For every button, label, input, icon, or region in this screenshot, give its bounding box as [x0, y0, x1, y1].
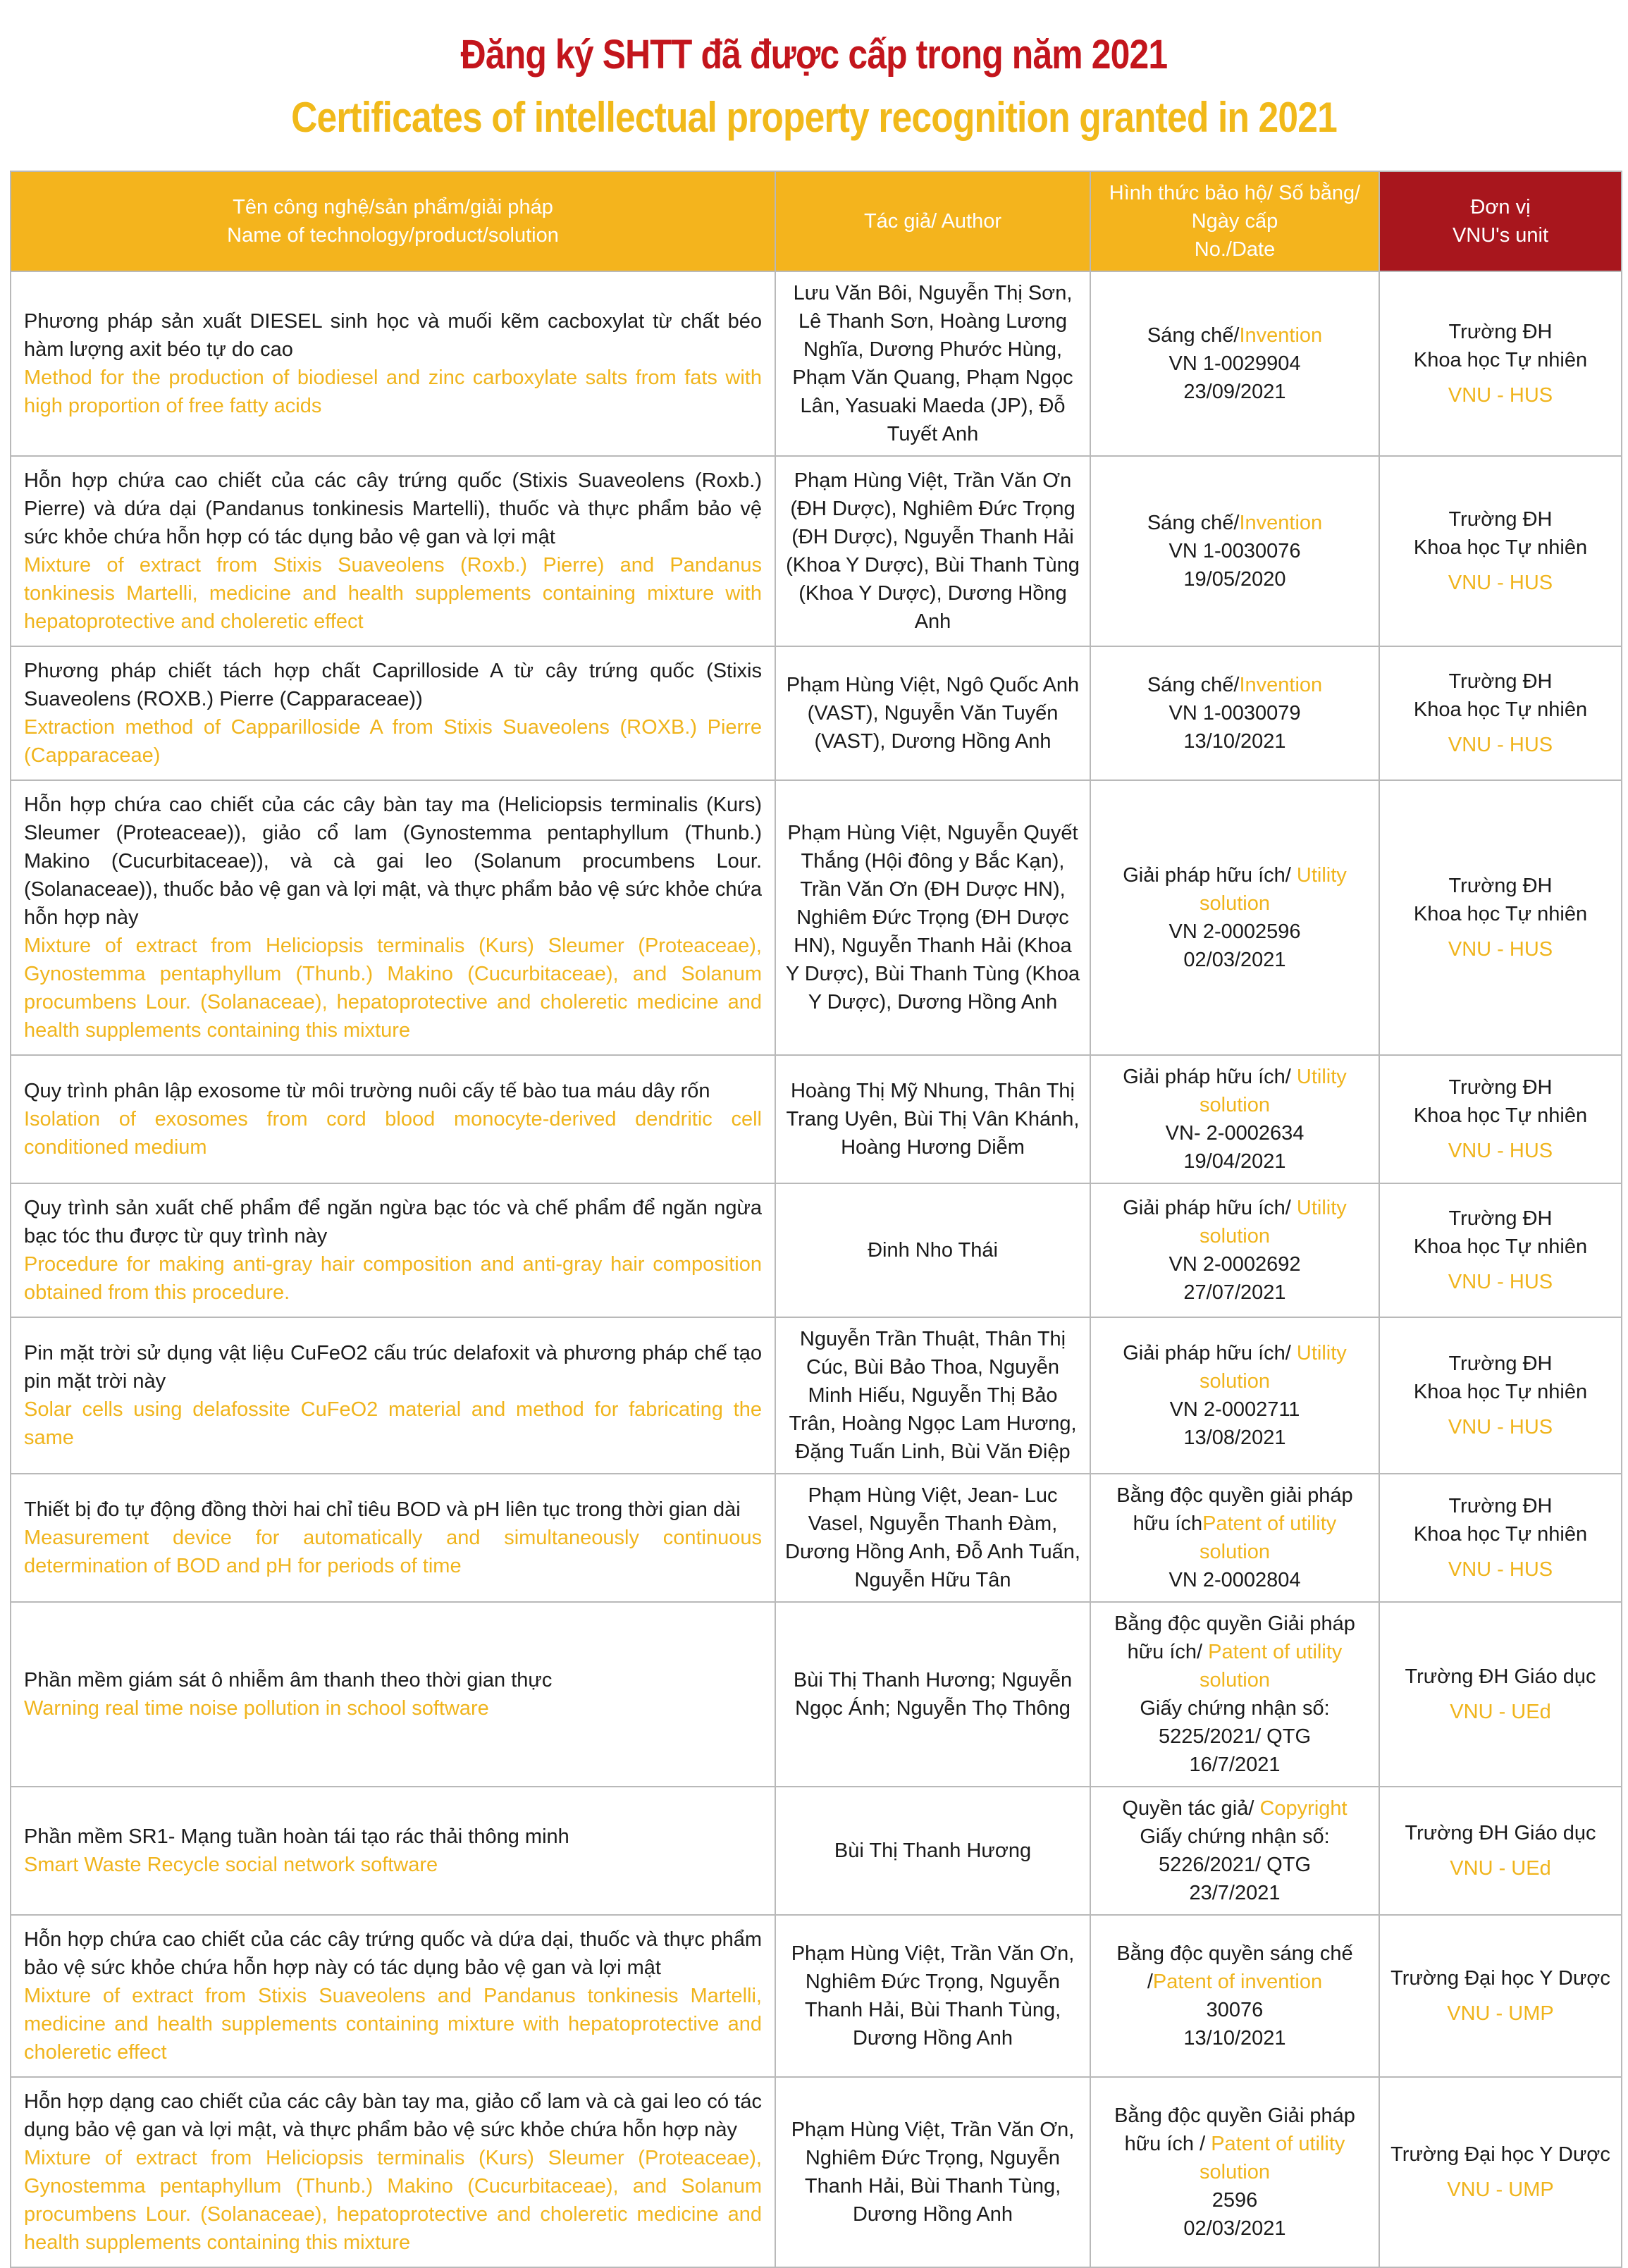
table-row: [11, 1474, 1622, 1602]
author-names: Đinh Nho Thái: [868, 1239, 998, 1262]
table-body: [11, 271, 1622, 2267]
unit-spacer: [1388, 2169, 1612, 2176]
header-protection-form: [1090, 171, 1379, 271]
unit-spacer: [1388, 1130, 1612, 1137]
protection-type-en: Invention: [1239, 674, 1323, 696]
protection-type-vi: Sáng chế/: [1147, 674, 1240, 696]
unit-name-vi-2: Khoa học Tự nhiên: [1413, 1381, 1588, 1403]
technology-cell: [11, 1317, 775, 1474]
protection-type-en: Invention: [1239, 512, 1323, 534]
unit-name-en: VNU - HUS: [1448, 938, 1553, 961]
protection-type-vi: Quyền tác giả/: [1122, 1797, 1260, 1820]
unit-name-vi-2: Khoa học Tự nhiên: [1413, 1104, 1588, 1127]
protection-type-vi: Bằng độc quyền giải pháp hữu ích: [1116, 1484, 1353, 1535]
technology-cell: [11, 1915, 775, 2077]
author-cell: [775, 1474, 1090, 1602]
header-unit: [1379, 171, 1622, 271]
header-technology-en: Name of technology/product/solution: [227, 224, 559, 247]
unit-spacer: [1388, 1548, 1612, 1555]
unit-name-vi-2: Khoa học Tự nhiên: [1413, 698, 1588, 721]
author-cell: [775, 1055, 1090, 1183]
technology-name-vi: Phần mềm giám sát ô nhiễm âm thanh theo thời gian thực: [24, 1669, 553, 1691]
unit-cell: [1379, 646, 1622, 780]
technology-cell: [11, 646, 775, 780]
unit-name-en: VNU - UMP: [1447, 2178, 1554, 2201]
technology-name-en: Procedure for making anti-gray hair composition and anti-gray hair composition obtained from this procedure.: [24, 1253, 762, 1304]
certificate-number: VN 1-0030076: [1168, 540, 1301, 562]
table-row: [11, 780, 1622, 1055]
technology-name-en: Method for the production of biodiesel and zinc carboxylate salts from fats with high proportion of free fatty acids: [24, 366, 762, 417]
technology-name-vi: Phương pháp chiết tách hợp chất Caprilloside A từ cây trứng quốc (Stixis Suaveolens (ROXB.) Pierre (Capparaceae)): [24, 660, 762, 710]
technology-name-en: Mixture of extract from Heliciopsis terminalis (Kurs) Sleumer (Proteaceae), Gynostemma pentaphyllum (Thunb.) Makino (Cucurbitaceae), and Solanum procumbens Lour. (Solanaceae), hepatoprotective and choleretic medicine and health supplements containing this mixture: [24, 935, 762, 1042]
header-technology: [11, 171, 775, 271]
protection-type-en: Utility solution: [1200, 1197, 1347, 1247]
protection-type-en: Invention: [1239, 324, 1323, 347]
technology-name-vi: Thiết bị đo tự động đồng thời hai chỉ tiêu BOD và pH liên tục trong thời gian dài: [24, 1498, 741, 1521]
certificate-number: VN 2-0002804: [1168, 1569, 1301, 1591]
table-row: [11, 1915, 1622, 2077]
protection-form-cell: [1090, 1055, 1379, 1183]
protection-type-vi: Bằng độc quyền Giải pháp hữu ích /: [1114, 2104, 1355, 2155]
technology-cell: [11, 1183, 775, 1317]
unit-name-en: VNU - UEd: [1450, 1857, 1551, 1880]
unit-spacer: [1388, 1691, 1612, 1698]
technology-name-vi: Quy trình sản xuất chế phẩm để ngăn ngừa bạc tóc và chế phẩm để ngăn ngừa bạc tóc thu được từ quy trình này: [24, 1197, 762, 1247]
unit-cell: [1379, 271, 1622, 456]
technology-name-en: Solar cells using delafossite CuFeO2 material and method for fabricating the same: [24, 1398, 762, 1449]
unit-name-vi-2: Khoa học Tự nhiên: [1413, 536, 1588, 559]
protection-type: [1099, 1940, 1370, 1996]
technology-name-en: Warning real time noise pollution in school software: [24, 1697, 489, 1720]
unit-spacer: [1388, 724, 1612, 731]
certificate-number: VN 1-0029904: [1168, 352, 1301, 375]
header-unit-line-2: VNU's unit: [1452, 224, 1549, 247]
unit-name-en: VNU - HUS: [1448, 572, 1553, 594]
protection-type: [1099, 509, 1370, 537]
page-title-en: Certificates of intellectual property recognition granted in 2021: [291, 94, 1337, 141]
unit-name-vi-1: Trường Đại học Y Dược: [1390, 1967, 1610, 1990]
header-technology-vi: Tên công nghệ/sản phẩm/giải pháp: [233, 196, 553, 218]
protection-form-cell: [1090, 1602, 1379, 1787]
unit-spacer: [1388, 562, 1612, 569]
unit-cell: [1379, 1183, 1622, 1317]
author-names: Bùi Thị Thanh Hương; Nguyễn Ngọc Ánh; Nguyễn Thọ Thông: [793, 1669, 1073, 1720]
unit-cell: [1379, 456, 1622, 646]
protection-type: [1099, 1481, 1370, 1566]
author-names: Phạm Hùng Việt, Trần Văn Ơn, Nghiêm Đức Trọng, Nguyễn Thanh Hải, Bùi Thanh Tùng, Dương Hồng Anh: [791, 2119, 1075, 2226]
protection-form-cell: [1090, 1317, 1379, 1474]
technology-name-en: Mixture of extract from Stixis Suaveolens (Roxb.) Pierre) and Pandanus tonkinesis Martelli, medicine and health supplements containing mixture with hepatoprotective and choleretic effect: [24, 554, 762, 633]
grant-date: 16/7/2021: [1189, 1754, 1281, 1776]
protection-type: [1099, 1339, 1370, 1395]
author-names: Bùi Thị Thanh Hương: [834, 1839, 1032, 1862]
unit-name-en: VNU - HUS: [1448, 384, 1553, 407]
protection-type: [1099, 321, 1370, 350]
protection-type-en: Utility solution: [1200, 1342, 1347, 1393]
protection-type-en: Copyright: [1259, 1797, 1348, 1820]
technology-cell: [11, 2077, 775, 2267]
technology-name-vi: Pin mặt trời sử dụng vật liệu CuFeO2 cấu trúc delafoxit và phương pháp chế tạo pin mặt trời này: [24, 1342, 762, 1393]
protection-type-vi: Bằng độc quyền sáng chế /: [1116, 1942, 1353, 1993]
protection-form-cell: [1090, 780, 1379, 1055]
protection-type-vi: Sáng chế/: [1147, 324, 1240, 347]
technology-name-vi: Hỗn hợp chứa cao chiết của các cây trứng quốc (Stixis Suaveolens (Roxb.) Pierre) và dứa dại (Pandanus tonkinesis Martelli), thuốc và thực phẩm bảo vệ sức khỏe chứa hỗn hợp có tác dụng bảo vệ gan và lợi mật: [24, 469, 762, 548]
author-cell: [775, 780, 1090, 1055]
unit-name-en: VNU - HUS: [1448, 1416, 1553, 1438]
table-row: [11, 1055, 1622, 1183]
unit-name-vi-1: Trường ĐH: [1448, 670, 1553, 693]
protection-type-en: Utility solution: [1200, 864, 1347, 915]
unit-name-en: VNU - HUS: [1448, 1271, 1553, 1293]
ip-certificates-table: [10, 171, 1622, 2268]
protection-form-cell: [1090, 271, 1379, 456]
technology-name-en: Measurement device for automatically and simultaneously continuous determination of BOD and pH for periods of time: [24, 1527, 762, 1577]
technology-name-en: Smart Waste Recycle social network software: [24, 1854, 438, 1876]
author-names: Phạm Hùng Việt, Jean- Luc Vasel, Nguyễn Thanh Đàm, Dương Hồng Anh, Đỗ Anh Tuấn, Nguyễn Hữu Tân: [785, 1484, 1080, 1591]
protection-type-en: Patent of utility solution: [1200, 1512, 1337, 1563]
protection-form-cell: [1090, 1915, 1379, 2077]
protection-form-cell: [1090, 1183, 1379, 1317]
unit-name-vi-2: Khoa học Tự nhiên: [1413, 1235, 1588, 1258]
unit-spacer: [1388, 1261, 1612, 1268]
unit-cell: [1379, 2077, 1622, 2267]
grant-date: 02/03/2021: [1183, 2217, 1286, 2240]
unit-name-vi-2: Khoa học Tự nhiên: [1413, 1523, 1588, 1546]
technology-name-vi: Phương pháp sản xuất DIESEL sinh học và muối kẽm cacboxylat từ chất béo hàm lượng axit béo tự do cao: [24, 310, 762, 361]
protection-type-vi: Giải pháp hữu ích/: [1123, 864, 1297, 887]
unit-name-en: VNU - UMP: [1447, 2002, 1554, 2025]
technology-cell: [11, 780, 775, 1055]
technology-cell: [11, 1474, 775, 1602]
unit-cell: [1379, 1474, 1622, 1602]
protection-type-en: Patent of utility solution: [1200, 2133, 1345, 2183]
grant-date: 23/7/2021: [1189, 1882, 1281, 1904]
table-row: [11, 646, 1622, 780]
protection-form-cell: [1090, 1474, 1379, 1602]
author-names: Lưu Văn Bôi, Nguyễn Thị Sơn, Lê Thanh Sơn, Hoàng Lương Nghĩa, Dương Phước Hùng, Phạm Văn Quang, Phạm Ngọc Lân, Yasuaki Maeda (JP), Đỗ Tuyết Anh: [792, 282, 1073, 445]
technology-name-en: Extraction method of Capparilloside A from Stixis Suaveolens (ROXB.) Pierre (Capparaceae): [24, 716, 762, 767]
author-cell: [775, 456, 1090, 646]
author-names: Phạm Hùng Việt, Trần Văn Ơn, Nghiêm Đức Trọng, Nguyễn Thanh Hải, Bùi Thanh Tùng, Dương Hồng Anh: [791, 1942, 1075, 2050]
technology-cell: [11, 456, 775, 646]
unit-spacer: [1388, 1406, 1612, 1413]
unit-name-vi-1: Trường ĐH: [1448, 875, 1553, 897]
unit-cell: [1379, 1915, 1622, 2077]
protection-type: [1099, 1610, 1370, 1694]
protection-type: [1099, 671, 1370, 699]
unit-name-vi-1: Trường ĐH: [1448, 321, 1553, 343]
unit-name-vi-1: Trường ĐH: [1448, 1352, 1553, 1375]
unit-name-en: VNU - HUS: [1448, 734, 1553, 756]
protection-type: [1099, 1194, 1370, 1250]
technology-name-vi: Phần mềm SR1- Mạng tuần hoàn tái tạo rác thải thông minh: [24, 1825, 569, 1848]
header-form-line-2: Ngày cấp: [1191, 210, 1278, 233]
protection-type-vi: Giải pháp hữu ích/: [1123, 1197, 1297, 1219]
certificate-number: VN 1-0030079: [1168, 702, 1301, 725]
unit-name-vi-2: Khoa học Tự nhiên: [1413, 349, 1588, 371]
certificate-number: VN 2-0002711: [1169, 1398, 1300, 1421]
unit-spacer: [1388, 1992, 1612, 1999]
unit-cell: [1379, 1602, 1622, 1787]
unit-name-vi-1: Trường ĐH Giáo dục: [1405, 1822, 1596, 1844]
certificate-number: VN 2-0002596: [1168, 920, 1301, 943]
unit-name-en: VNU - UEd: [1450, 1701, 1551, 1723]
certificate-number: VN- 2-0002634: [1165, 1122, 1305, 1145]
unit-spacer: [1388, 928, 1612, 935]
technology-name-en: Mixture of extract from Stixis Suaveolens and Pandanus tonkinesis Martelli, medicine and health supplements containing mixture with hepatoprotective and choleretic effect: [24, 1985, 762, 2064]
protection-type: [1099, 2102, 1370, 2186]
protection-form-cell: [1090, 2077, 1379, 2267]
grant-date: 13/10/2021: [1183, 2027, 1286, 2050]
protection-type-vi: Giải pháp hữu ích/: [1123, 1066, 1297, 1088]
protection-type-en: Patent of invention: [1152, 1971, 1323, 1993]
protection-type-vi: Giải pháp hữu ích/: [1123, 1342, 1297, 1364]
technology-name-vi: Quy trình phân lập exosome từ môi trường nuôi cấy tế bào tua máu dây rốn: [24, 1080, 710, 1102]
protection-type-vi: Sáng chế/: [1147, 512, 1240, 534]
unit-spacer: [1388, 1847, 1612, 1854]
unit-name-vi-1: Trường ĐH: [1448, 1207, 1553, 1230]
table-row: [11, 1787, 1622, 1915]
unit-cell: [1379, 1055, 1622, 1183]
unit-cell: [1379, 1317, 1622, 1474]
grant-date: 13/10/2021: [1183, 730, 1286, 753]
author-names: Phạm Hùng Việt, Nguyễn Quyết Thắng (Hội đông y Bắc Kạn), Trần Văn Ơn (ĐH Dược HN), Nghiêm Đức Trọng (ĐH Dược HN), Nguyễn Thanh Hải (Khoa Y Dược), Bùi Thanh Tùng (Khoa Y Dược), Dương Hồng Anh: [785, 822, 1080, 1013]
unit-name-vi-1: Trường ĐH: [1448, 1076, 1553, 1099]
unit-name-en: VNU - HUS: [1448, 1140, 1553, 1162]
protection-type: [1099, 861, 1370, 918]
unit-name-vi-1: Trường Đại học Y Dược: [1390, 2143, 1610, 2166]
protection-form-cell: [1090, 456, 1379, 646]
table-row: [11, 271, 1622, 456]
table-row: [11, 456, 1622, 646]
technology-cell: [11, 1055, 775, 1183]
grant-date: 27/07/2021: [1183, 1281, 1286, 1304]
grant-date: 19/05/2020: [1183, 568, 1286, 591]
page-title-vi: Đăng ký SHTT đã được cấp trong năm 2021: [460, 32, 1168, 78]
table-row: [11, 1317, 1622, 1474]
header-form-line-3: No./Date: [1194, 238, 1276, 261]
grant-date: 23/09/2021: [1183, 381, 1286, 403]
technology-name-en: Mixture of extract from Heliciopsis terminalis (Kurs) Sleumer (Proteaceae), Gynostemma pentaphyllum (Thunb.) Makino (Cucurbitaceae), and Solanum procumbens Lour. (Solanaceae), hepatoprotective and choleretic medicine and health supplements containing this mixture: [24, 2147, 762, 2254]
unit-name-vi-1: Trường ĐH Giáo dục: [1405, 1665, 1596, 1688]
title-block: [0, 0, 1628, 169]
author-cell: [775, 271, 1090, 456]
protection-type: [1099, 1063, 1370, 1119]
author-cell: [775, 1787, 1090, 1915]
technology-cell: [11, 271, 775, 456]
author-cell: [775, 1317, 1090, 1474]
technology-cell: [11, 1602, 775, 1787]
technology-name-vi: Hỗn hợp chứa cao chiết của các cây trứng quốc và dứa dại, thuốc và thực phẩm bảo vệ sức khỏe chứa hỗn hợp này có tác dụng bảo vệ gan và lợi mật: [24, 1928, 762, 1979]
author-cell: [775, 2077, 1090, 2267]
header-form-line-1: Hình thức bảo hộ/ Số bằng/: [1109, 182, 1361, 204]
protection-type-en: Patent of utility solution: [1200, 1641, 1343, 1691]
grant-date: 19/04/2021: [1183, 1150, 1286, 1173]
author-names: Hoàng Thị Mỹ Nhung, Thân Thị Trang Uyên, Bùi Thị Vân Khánh, Hoàng Hương Diễm: [786, 1080, 1080, 1159]
certificate-number: VN 2-0002692: [1168, 1253, 1301, 1276]
protection-type-vi: Bằng độc quyền Giải pháp hữu ích/: [1114, 1613, 1355, 1663]
technology-name-vi: Hỗn hợp chứa cao chiết của các cây bàn tay ma (Heliciopsis terminalis (Kurs) Sleumer (Proteaceae)), giảo cổ lam (Gynostemma pentaphyllum (Thunb.) Makino (Cucurbitaceae)), và cà gai leo (Solanum procumbens Lour. (Solanaceae)), thuốc bảo vệ gan và lợi mật, và thực phẩm bảo vệ sức khỏe chứa hỗn hợp này: [24, 794, 762, 929]
author-cell: [775, 646, 1090, 780]
certificate-number: 2596: [1211, 2189, 1258, 2212]
certificate-note: Giấy chứng nhận số: 5225/2021/ QTG: [1140, 1697, 1330, 1748]
author-cell: [775, 1602, 1090, 1787]
unit-cell: [1379, 1787, 1622, 1915]
unit-spacer: [1388, 374, 1612, 381]
unit-name-vi-1: Trường ĐH: [1448, 1495, 1553, 1517]
unit-name-en: VNU - HUS: [1448, 1558, 1553, 1581]
author-names: Nguyễn Trần Thuật, Thân Thị Cúc, Bùi Bảo Thoa, Nguyễn Minh Hiếu, Nguyễn Thị Bảo Trân, Hoàng Ngọc Lam Hương, Đặng Tuấn Linh, Bùi Văn Điệp: [789, 1328, 1077, 1463]
technology-name-en: Isolation of exosomes from cord blood monocyte-derived dendritic cell conditioned medium: [24, 1108, 762, 1159]
header-unit-line-1: Đơn vị: [1470, 196, 1531, 218]
header-author: [775, 171, 1090, 271]
author-cell: [775, 1183, 1090, 1317]
unit-name-vi-2: Khoa học Tự nhiên: [1413, 903, 1588, 925]
unit-name-vi-1: Trường ĐH: [1448, 508, 1553, 531]
grant-date: 13/08/2021: [1183, 1426, 1286, 1449]
protection-form-cell: [1090, 646, 1379, 780]
table-row: [11, 2077, 1622, 2267]
protection-type: [1099, 1794, 1370, 1823]
author-names: Phạm Hùng Việt, Ngô Quốc Anh (VAST), Nguyễn Văn Tuyến (VAST), Dương Hồng Anh: [786, 674, 1080, 753]
header-row: [11, 171, 1622, 271]
header-author-label: Tác giả/ Author: [863, 210, 1002, 233]
author-names: Phạm Hùng Việt, Trần Văn Ơn (ĐH Dược), Nghiêm Đức Trọng (ĐH Dược), Nguyễn Thanh Hải (Khoa Y Dược), Bùi Thanh Tùng (Khoa Y Dược), Dương Hồng Anh: [786, 469, 1080, 633]
author-cell: [775, 1915, 1090, 2077]
unit-cell: [1379, 780, 1622, 1055]
technology-cell: [11, 1787, 775, 1915]
protection-form-cell: [1090, 1787, 1379, 1915]
certificate-number: 30076: [1206, 1999, 1264, 2021]
table-row: [11, 1183, 1622, 1317]
grant-date: 02/03/2021: [1183, 949, 1286, 971]
technology-name-vi: Hỗn hợp dạng cao chiết của các cây bàn tay ma, giảo cổ lam và cà gai leo có tác dụng bảo vệ gan và lợi mật, và thực phẩm bảo vệ sức khỏe chứa hỗn hợp này: [24, 2090, 762, 2141]
certificate-note: Giấy chứng nhận số: 5226/2021/ QTG: [1140, 1825, 1330, 1876]
protection-type-en: Utility solution: [1200, 1066, 1347, 1116]
table-row: [11, 1602, 1622, 1787]
